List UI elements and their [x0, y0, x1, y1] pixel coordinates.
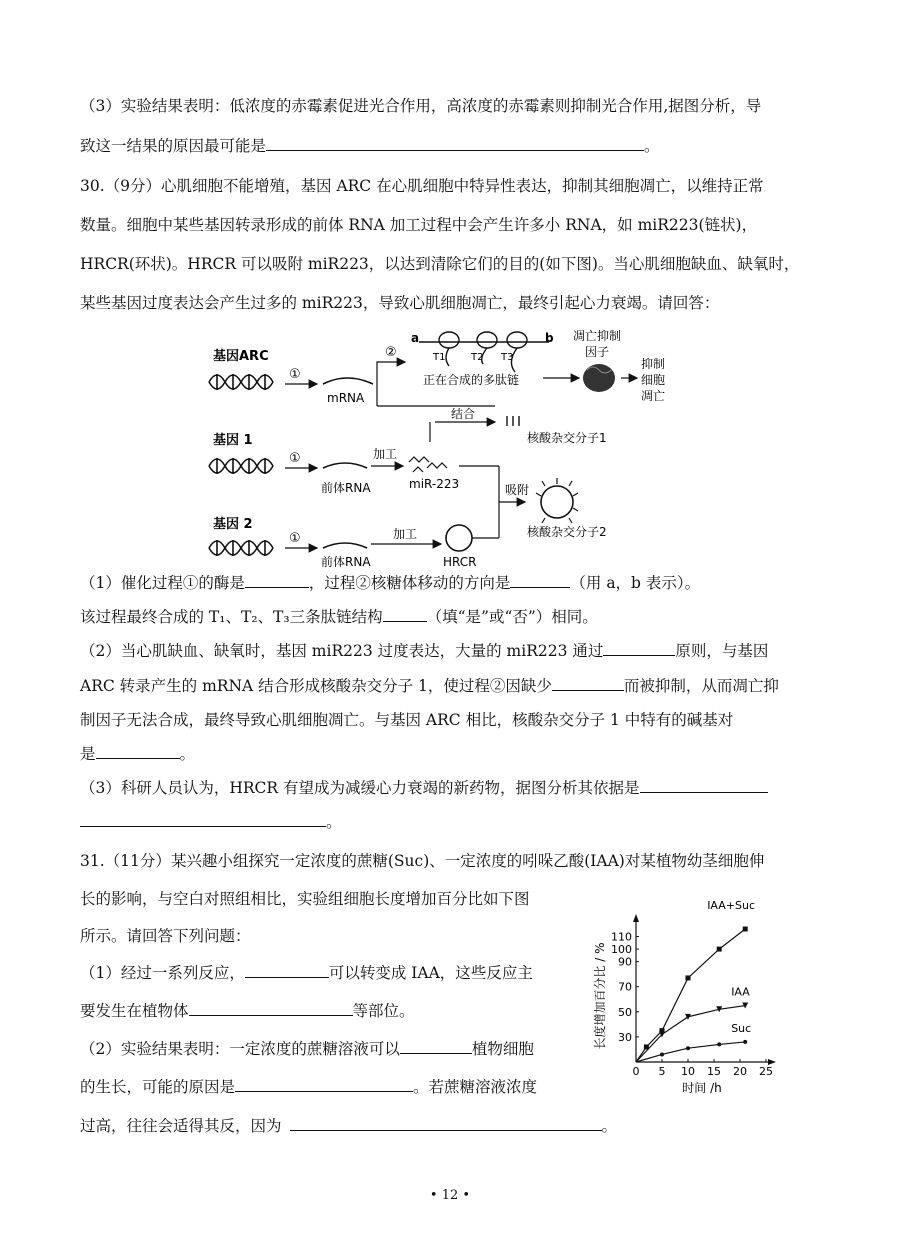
q31-s2-text-a: （2）实验结果表明：一定浓度的蔗糖溶液可以 [80, 1040, 400, 1058]
q31-line-2: 长的影响，与空白对照组相比，实验组细胞长度增加百分比如下图 [80, 890, 530, 908]
t3-label: T3 [501, 352, 514, 363]
q30-s3-line-1 [80, 778, 768, 798]
answer-blank[interactable] [400, 1039, 472, 1054]
series-label: Suc [731, 1021, 752, 1035]
series-point [743, 927, 748, 932]
q31-s2-text-d: 。若蔗糖溶液浓度 [413, 1078, 538, 1096]
answer-blank[interactable] [640, 778, 768, 793]
x-tick-label: 20 [733, 1065, 747, 1078]
q29-3-end: 。 [644, 137, 660, 155]
q31-s2-text-b: 植物细胞 [471, 1040, 534, 1058]
q31-line-3: 所示。请回答下列问题： [80, 927, 251, 945]
q30-s2-text-c: ARC 转录产生的 mRNA 结合形成核酸杂交分子 1，使过程②因缺少 [80, 677, 552, 695]
step1-label: ① [289, 367, 301, 382]
gene-expression-diagram [205, 322, 665, 572]
dna-helix-gene2 [209, 540, 273, 556]
answer-blank[interactable] [245, 573, 309, 588]
hrcr-ring-icon [446, 525, 472, 551]
hybrid2-icon [536, 478, 578, 523]
process-label-gene2: 加工 [393, 527, 418, 541]
series-label: IAA+Suc [707, 899, 756, 913]
answer-blank[interactable] [383, 607, 427, 622]
q30-s1-text-c: （用 a，b 表示）。 [570, 574, 701, 592]
answer-blank[interactable] [603, 641, 675, 656]
q31-s2-text-e: 过高，往往会适得其反，因为 [80, 1117, 282, 1135]
pre-rna-label-gene2: 前体RNA [321, 555, 371, 569]
page-number: • 12 • [429, 1188, 471, 1203]
inhibit-label-1: 抑制 [641, 357, 666, 371]
inhibitor-label-2: 因子 [585, 345, 610, 359]
series-point [717, 1042, 721, 1046]
mir223-label: miR-223 [409, 477, 460, 491]
q30-s2-line-1 [80, 641, 768, 661]
q30-s2-line-2 [80, 676, 779, 696]
q30-s2-line-3: 制因子无法合成，最终导致心肌细胞凋亡。与基因 ARC 相比，核酸杂交分子 1 中特有的碱基对 [80, 711, 734, 729]
series-point [686, 1046, 690, 1050]
hybrid1-label: 核酸杂交分子1 [527, 431, 607, 445]
q30-s2-text-f: 。 [179, 745, 196, 763]
series-point [660, 1052, 664, 1056]
q30-s2-text-e: 是 [80, 745, 96, 763]
q30-line-2: 数量。细胞中某些基因转录形成的前体 RNA 加工过程中会产生许多小 RNA，如 miR223(链状)， [80, 216, 758, 234]
y-tick-label: 70 [618, 980, 632, 994]
hybrid2-label: 核酸杂交分子2 [527, 525, 607, 539]
t1-label: T1 [433, 352, 446, 363]
q31-s2-text-f: 。 [601, 1117, 618, 1135]
answer-blank[interactable] [80, 812, 326, 827]
inhibitor-label-1: 凋亡抑制 [573, 329, 622, 343]
x-tick-label: 0 [632, 1065, 640, 1078]
adsorb-label: 吸附 [505, 483, 530, 497]
q31-s1-text-a: （1）经过一系列反应， [80, 964, 245, 982]
step2-label: ② [385, 345, 397, 360]
answer-blank[interactable] [510, 573, 570, 588]
pre-rna-label-gene1: 前体RNA [321, 481, 371, 495]
answer-blank[interactable] [552, 676, 624, 691]
q30-line-1: 30.（9分）心肌细胞不能增殖，基因 ARC 在心肌细胞中特异性表达，抑制其细胞凋亡，以维持正常 [80, 177, 764, 195]
label-a: a [411, 331, 420, 345]
x-tick-label: 10 [681, 1065, 695, 1078]
q29-3-line-1: （3）实验结果表明：低浓度的赤霉素促进光合作用，高浓度的赤霉素则抑制光合作用,据图分析，导 [80, 97, 762, 115]
q31-s1-line-1 [80, 963, 533, 983]
y-tick-label: 30 [618, 1030, 632, 1044]
q31-s2-text-c: 的生长，可能的原因是 [80, 1078, 236, 1096]
bind-label: 结合 [451, 407, 476, 421]
q30-s1-text-a: （1）催化过程①的酶是 [80, 574, 245, 592]
answer-blank[interactable] [235, 1077, 413, 1092]
mrna-label: mRNA [327, 391, 365, 405]
y-tick-label: 110 [611, 930, 632, 944]
q30-line-4: 某些基因过度表达会产生过多的 miR223，导致心肌细胞凋亡，最终引起心力衰竭。请回答： [80, 294, 720, 312]
inhibit-label-3: 凋亡 [641, 389, 666, 403]
series-point [686, 975, 691, 980]
process-label-gene1: 加工 [373, 447, 398, 461]
x-tick-label: 25 [759, 1065, 773, 1078]
q31-line-1: 31.（11分）某兴趣小组探究一定浓度的蔗糖(Suc)、一定浓度的吲哚乙酸(IAA)对某植物幼茎细胞伸 [80, 852, 765, 870]
inhibitor-protein-icon [583, 364, 615, 392]
y-tick-label: 90 [618, 955, 632, 969]
q30-s1-text-d: 该过程最终合成的 T₁、T₂、T₃三条肽链结构 [80, 608, 383, 626]
q30-s2-text-a: （2）当心肌缺血、缺氧时，基因 miR223 过度表达，大量的 miR223 通过 [80, 642, 604, 660]
step1-label-gene2: ① [289, 531, 301, 546]
chart-x-label: 时间 /h [682, 1081, 722, 1095]
y-tick-label: 100 [611, 943, 632, 957]
q31-s1-text-c: 要发生在植物体 [80, 1002, 189, 1020]
q29-3-line-2 [80, 136, 660, 156]
q31-s2-line-2 [80, 1077, 537, 1097]
answer-blank[interactable] [245, 963, 329, 978]
q31-s1-text-d: 等部位。 [352, 1002, 415, 1020]
answer-blank[interactable] [96, 744, 180, 759]
q30-s3-text: （3）科研人员认为，HRCR 有望成为减缓心力衰竭的新药物，据图分析其依据是 [80, 779, 640, 797]
q31-s1-text-b: 可以转变成 IAA，这些反应主 [328, 964, 533, 982]
q31-s2-line-3 [80, 1116, 617, 1136]
x-tick-label: 15 [707, 1065, 721, 1078]
q30-s2-text-d: 而被抑制，从而凋亡抑 [623, 677, 779, 695]
q30-s3-line-2 [80, 812, 342, 832]
label-gene2: 基因 2 [213, 517, 253, 532]
mrna-strand [323, 378, 373, 384]
hrcr-label: HRCR [443, 555, 477, 569]
q30-s1-line-2 [80, 607, 598, 627]
dna-helix-arc [209, 374, 273, 390]
step1-label-gene1: ① [289, 451, 301, 466]
series-point [717, 947, 722, 952]
hybrid1-icon [507, 416, 519, 426]
growth-chart [586, 899, 786, 1102]
q30-s1-text-b: ，过程②核糖体移动的方向是 [308, 574, 511, 592]
mir223-icon [409, 457, 447, 472]
series-label: IAA [731, 985, 750, 999]
q30-s1-line-1 [80, 573, 700, 593]
inhibit-label-2: 细胞 [641, 373, 666, 387]
label-gene-arc: 基因ARC [213, 349, 269, 364]
q31-s2-line-1 [80, 1039, 534, 1059]
q29-3-text: 致这一结果的原因最可能是 [80, 137, 267, 155]
y-axis-arrow-icon [633, 914, 639, 922]
answer-blank[interactable] [290, 1116, 602, 1131]
q30-s1-text-e: （填“是”或“否”）相同。 [426, 608, 598, 626]
t2-label: T2 [471, 352, 484, 363]
label-gene1: 基因 1 [213, 433, 253, 448]
answer-blank[interactable] [266, 136, 644, 151]
chart-y-label: 长度增加百分比 / % [593, 942, 607, 1050]
series-point [743, 1040, 747, 1044]
dna-helix-gene1 [209, 458, 273, 474]
y-tick-label: 50 [618, 1005, 632, 1019]
x-tick-label: 5 [658, 1065, 666, 1078]
q30-line-3: HRCR(环状)。HRCR 可以吸附 miR223，以达到清除它们的目的(如下图)。当心肌细胞缺血、缺氧时， [80, 255, 800, 273]
polypeptide-label: 正在合成的多肽链 [423, 373, 520, 387]
label-b: b [545, 331, 554, 345]
q30-s3-end: 。 [326, 813, 342, 831]
q30-s2-text-b: 原则，与基因 [675, 642, 769, 660]
answer-blank[interactable] [189, 1001, 353, 1016]
q30-s2-line-4 [80, 744, 195, 764]
q31-s1-line-2 [80, 1001, 415, 1021]
series-line-0 [636, 929, 745, 1062]
